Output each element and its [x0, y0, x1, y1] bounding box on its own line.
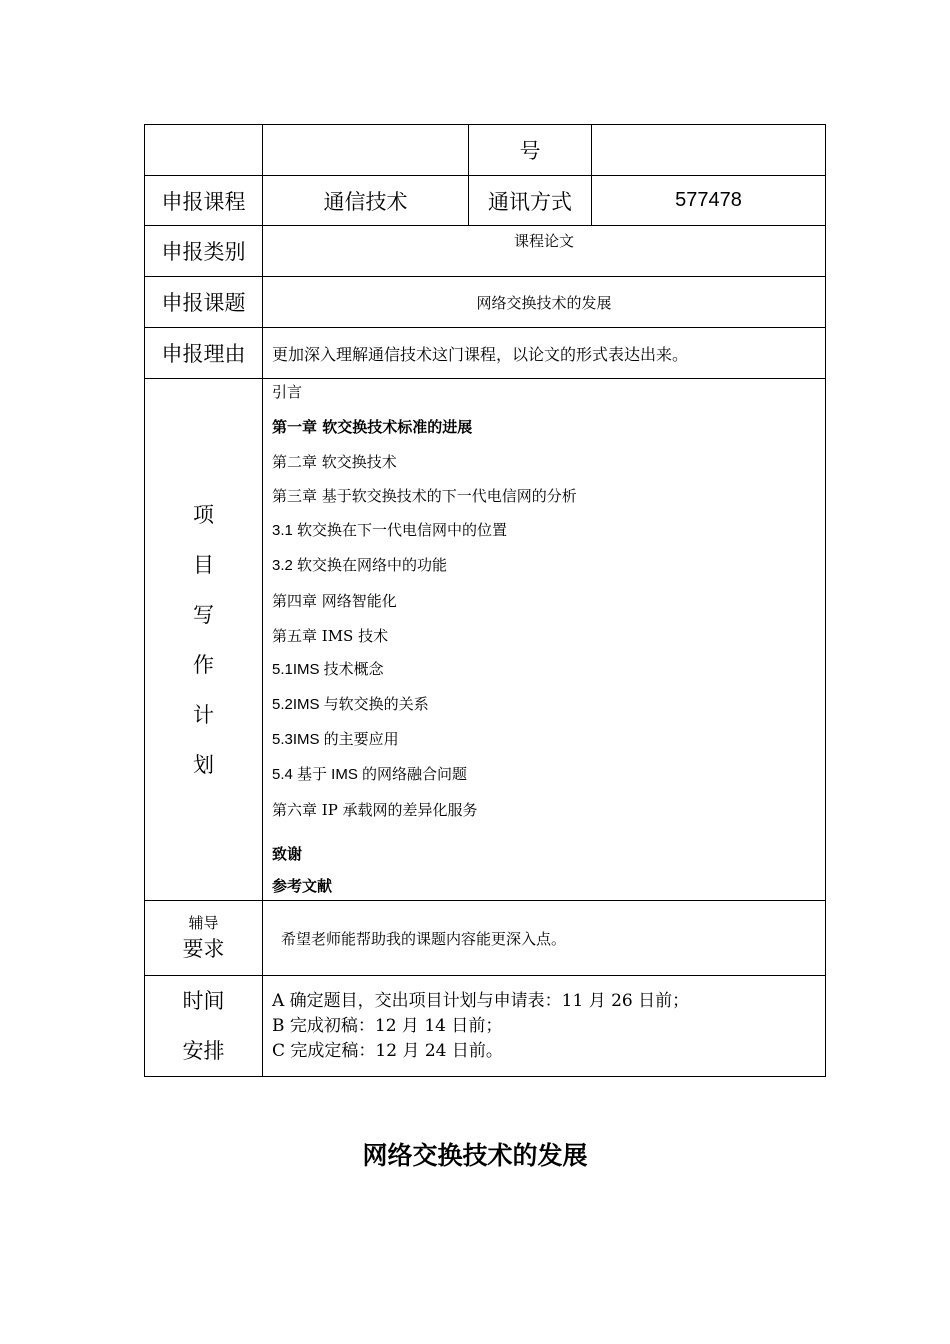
outline-item: 5.3IMS 的主要应用 [272, 730, 399, 748]
form-row-guidance [145, 901, 826, 976]
empty-cell [592, 125, 826, 176]
plan-label-char: 写 [193, 602, 214, 627]
schedule-line: B 完成初稿：12 月 14 日前； [272, 1015, 503, 1036]
category-label: 申报类别 [145, 226, 263, 277]
plan-label-char: 作 [193, 652, 214, 677]
schedule-label-bottom: 安排 [182, 1039, 225, 1063]
reason-value: 更加深入理解通信技术这门课程，以论文的形式表达出来。 [263, 328, 826, 379]
plan-label-char: 划 [193, 752, 214, 777]
topic-value: 网络交换技术的发展 [476, 293, 612, 312]
form-row-category [145, 226, 826, 277]
schedule-label-top: 时间 [182, 989, 225, 1013]
schedule-line: A 确定题目，交出项目计划与申请表：11 月 26 日前； [272, 990, 690, 1011]
category-cell [263, 226, 826, 277]
outline-item-references: 参考文献 [272, 877, 333, 896]
outline-item: 第六章 IP 承载网的差异化服务 [272, 800, 478, 819]
schedule-line: C 完成定稿：12 月 24 日前。 [272, 1040, 503, 1061]
plan-label-char: 项 [193, 502, 214, 527]
plan-label-char: 目 [193, 552, 214, 577]
guidance-label [145, 901, 263, 976]
outline-item-intro: 引言 [272, 383, 303, 401]
outline-item: 5.4 基于 IMS 的网络融合问题 [272, 765, 468, 783]
plan-label-char: 计 [193, 702, 214, 727]
schedule-value [263, 976, 826, 1077]
outline-item: 5.1IMS 技术概念 [272, 661, 384, 679]
topic-cell [263, 277, 826, 328]
form-row-schedule [145, 976, 826, 1077]
form-row-number [145, 125, 826, 176]
course-value: 通信技术 [263, 176, 469, 226]
form-row-course [145, 176, 826, 226]
plan-label [145, 379, 263, 901]
schedule-label [145, 976, 263, 1077]
outline-item: 第四章 网络智能化 [272, 591, 397, 610]
course-label: 申报课程 [145, 176, 263, 226]
category-value: 课程论文 [513, 232, 574, 250]
outline-item: 第五章 IMS 技术 [272, 626, 389, 645]
empty-cell [263, 125, 469, 176]
outline-item: 3.2 软交换在网络中的功能 [272, 556, 448, 574]
form-row-reason [145, 328, 826, 379]
form-row-plan [145, 379, 826, 901]
topic-label: 申报课题 [145, 277, 263, 328]
contact-value: 577478 [592, 176, 826, 226]
plan-outline [263, 379, 826, 901]
document-title: 网络交换技术的发展 [362, 1141, 588, 1170]
outline-item: 3.1 软交换在下一代电信网中的位置 [272, 522, 508, 540]
guidance-value: 希望老师能帮助我的课题内容能更深入点。 [263, 901, 826, 976]
outline-item: 5.2IMS 与软交换的关系 [272, 696, 429, 714]
outline-item-acknowledgements: 致谢 [272, 844, 303, 863]
outline-item: 第一章 软交换技术标准的进展 [272, 417, 473, 436]
outline-item: 第三章 基于软交换技术的下一代电信网的分析 [272, 487, 577, 506]
form-row-topic [145, 277, 826, 328]
contact-label: 通讯方式 [469, 176, 592, 226]
guidance-label-top: 辅导 [188, 914, 219, 932]
outline-item: 第二章 软交换技术 [272, 452, 397, 471]
empty-cell [145, 125, 263, 176]
reason-label: 申报理由 [145, 328, 263, 379]
number-label: 号 [469, 125, 592, 176]
application-form-table [144, 124, 826, 1077]
guidance-label-bottom: 要求 [182, 937, 225, 961]
